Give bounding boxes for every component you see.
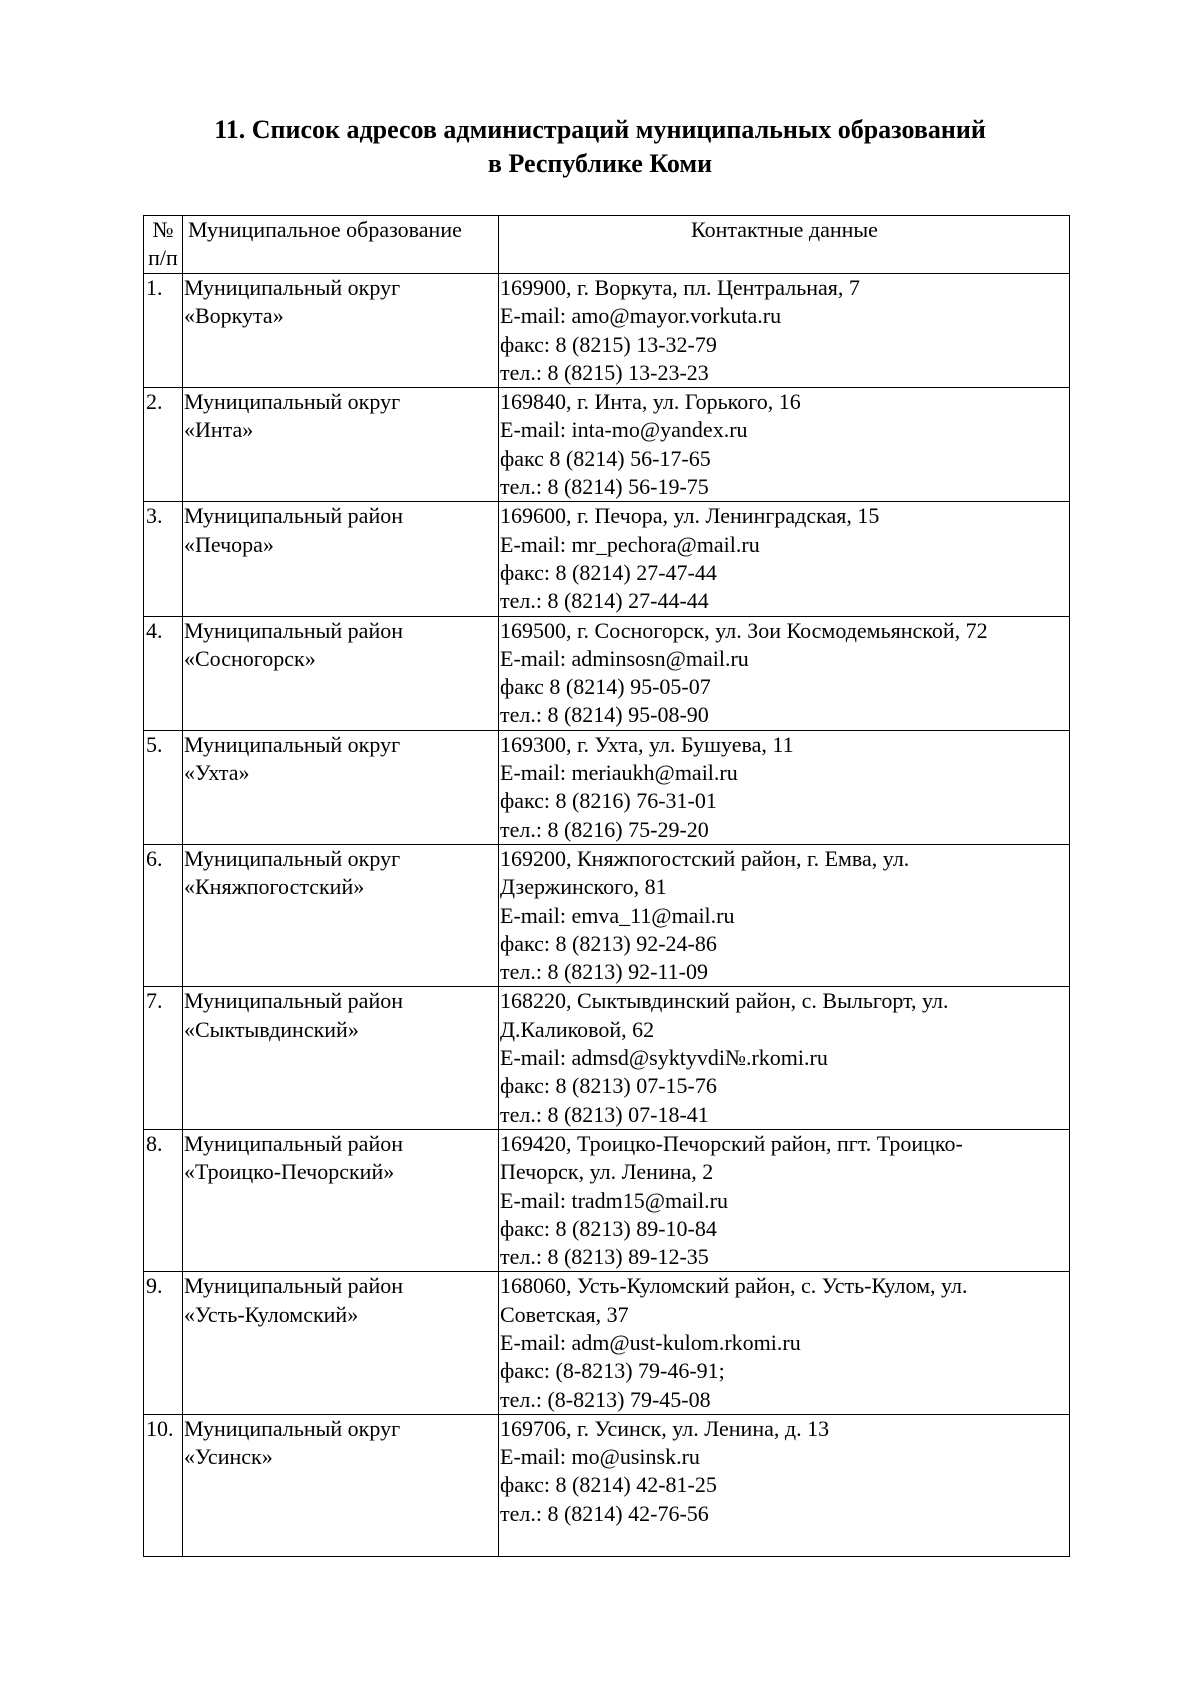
table-body [144, 274, 1070, 1557]
title-line-2: в Республике Коми [487, 149, 713, 178]
phone-text: тел.: 8 (8214) 56-19-75 [500, 474, 709, 500]
fax-text: факс: 8 (8213) 92-24-86 [500, 930, 717, 956]
row-number: 9. [144, 1272, 183, 1414]
phone-text: тел.: 8 (8214) 95-08-90 [500, 702, 709, 728]
municipality-cell [183, 502, 499, 616]
email-text: E-mail: adminsosn@mail.ru [500, 645, 749, 671]
fax-text: факс: 8 (8214) 42-81-25 [500, 1472, 717, 1498]
municipality-cell [183, 274, 499, 388]
table-row [144, 1414, 1070, 1556]
column-header-number: № п/п [144, 216, 183, 274]
address-text: 169600, г. Печора, ул. Ленинградская, 15 [500, 503, 880, 529]
municipality-cell [183, 1272, 499, 1414]
municipality-type: Муниципальный округ [184, 845, 401, 871]
municipality-type: Муниципальный округ [184, 389, 401, 415]
phone-text: тел.: 8 (8216) 75-29-20 [500, 816, 709, 842]
email-text: E-mail: amo@mayor.vorkuta.ru [500, 303, 782, 329]
table-row [144, 1129, 1070, 1271]
municipality-name: «Сосногорск» [184, 645, 316, 671]
contacts-cell [499, 987, 1070, 1129]
municipality-name: «Ухта» [184, 760, 250, 786]
municipality-cell [183, 1414, 499, 1556]
phone-text: тел.: 8 (8213) 92-11-09 [500, 959, 708, 985]
address-text: 169706, г. Усинск, ул. Ленина, д. 13 [500, 1415, 830, 1441]
phone-text: тел.: 8 (8213) 89-12-35 [500, 1244, 709, 1270]
phone-text: тел.: 8 (8214) 27-44-44 [500, 588, 709, 614]
table-row [144, 730, 1070, 844]
email-text: E-mail: mo@usinsk.ru [500, 1444, 700, 1470]
municipality-name: «Троицко-Печорский» [184, 1159, 395, 1185]
row-number: 7. [144, 987, 183, 1129]
municipality-type: Муниципальный район [184, 1130, 403, 1156]
email-text: E-mail: inta-mo@yandex.ru [500, 417, 748, 443]
email-text: E-mail: mr_pechora@mail.ru [500, 531, 760, 557]
municipality-cell [183, 388, 499, 502]
address-text: 168220, Сыктывдинский район, с. Выльгорт, ул. [500, 988, 949, 1014]
contacts-cell [499, 616, 1070, 730]
municipality-name: «Сыктывдинский» [184, 1016, 359, 1042]
table-row [144, 616, 1070, 730]
row-number: 3. [144, 502, 183, 616]
phone-text: тел.: (8-8213) 79-45-08 [500, 1386, 711, 1412]
email-text: E-mail: tradm15@mail.ru [500, 1187, 728, 1213]
phone-text: тел.: 8 (8214) 42-76-56 [500, 1500, 709, 1526]
municipality-name: «Печора» [184, 531, 274, 557]
contacts-cell [499, 1129, 1070, 1271]
contacts-cell [499, 388, 1070, 502]
row-number: 5. [144, 730, 183, 844]
address-text: 169900, г. Воркута, пл. Центральная, 7 [500, 275, 860, 300]
email-text: E-mail: meriaukh@mail.ru [500, 760, 738, 786]
phone-text: тел.: 8 (8213) 07-18-41 [500, 1101, 709, 1127]
fax-text: факс 8 (8214) 56-17-65 [500, 445, 711, 471]
row-number: 8. [144, 1129, 183, 1271]
title-line-1: 11. Список адресов администраций муниципальных образований [214, 115, 986, 144]
address-text: Советская, 37 [500, 1301, 629, 1327]
fax-text: факс: 8 (8213) 89-10-84 [500, 1215, 717, 1241]
address-text: 169200, Княжпогостский район, г. Емва, ул. [500, 845, 910, 871]
row-number: 2. [144, 388, 183, 502]
address-text: 168060, Усть-Куломский район, с. Усть-Кулом, ул. [500, 1273, 968, 1299]
contacts-cell [499, 844, 1070, 986]
fax-text: факс: 8 (8216) 76-31-01 [500, 788, 717, 814]
address-text: 169300, г. Ухта, ул. Бушуева, 11 [500, 731, 794, 757]
contacts-cell [499, 502, 1070, 616]
contacts-cell [499, 1414, 1070, 1556]
municipality-cell [183, 987, 499, 1129]
fax-text: факс 8 (8214) 95-05-07 [500, 674, 711, 700]
column-header-municipality: Муниципальное образование [183, 216, 499, 274]
municipality-type: Муниципальный район [184, 617, 403, 643]
row-number: 1. [144, 274, 183, 388]
email-text: E-mail: admsd@syktyvdi№.rkomi.ru [500, 1045, 828, 1071]
row-number: 4. [144, 616, 183, 730]
address-text: 169420, Троицко-Печорский район, пгт. Троицко- [500, 1130, 963, 1156]
municipality-name: «Инта» [184, 417, 254, 443]
row-number: 6. [144, 844, 183, 986]
fax-text: факс: 8 (8214) 27-47-44 [500, 559, 717, 585]
address-text: 169500, г. Сосногорск, ул. Зои Космодемьянской, 72 [500, 617, 988, 643]
address-text: Дзержинского, 81 [500, 874, 667, 900]
phone-text: тел.: 8 (8215) 13-23-23 [500, 359, 709, 385]
table-row [144, 987, 1070, 1129]
email-text: E-mail: emva_11@mail.ru [500, 902, 735, 928]
fax-text: факс: (8-8213) 79-46-91; [500, 1358, 725, 1384]
email-text: E-mail: adm@ust-kulom.rkomi.ru [500, 1329, 801, 1355]
municipality-type: Муниципальный округ [184, 731, 401, 757]
municipality-type: Муниципальный район [184, 988, 403, 1014]
municipality-type: Муниципальный район [184, 1273, 403, 1299]
table-row [144, 274, 1070, 388]
table-header-row [144, 216, 1070, 274]
fax-text: факс: 8 (8215) 13-32-79 [500, 331, 717, 357]
table-row [144, 844, 1070, 986]
address-text: Печорск, ул. Ленина, 2 [500, 1159, 714, 1185]
contacts-cell [499, 1272, 1070, 1414]
page-title [0, 113, 1200, 181]
row-number: 10. [144, 1414, 183, 1556]
contacts-cell [499, 274, 1070, 388]
municipality-name: «Княжпогостский» [184, 874, 365, 900]
table-row [144, 388, 1070, 502]
contacts-cell [499, 730, 1070, 844]
municipality-cell [183, 730, 499, 844]
contacts-table [143, 215, 1070, 1557]
municipality-cell [183, 844, 499, 986]
municipality-name: «Усинск» [184, 1444, 273, 1470]
municipality-type: Муниципальный район [184, 503, 403, 529]
municipality-cell [183, 1129, 499, 1271]
municipality-cell [183, 616, 499, 730]
table-row [144, 1272, 1070, 1414]
municipality-type: Муниципальный округ [184, 1415, 401, 1441]
address-text: 169840, г. Инта, ул. Горького, 16 [500, 389, 801, 415]
fax-text: факс: 8 (8213) 07-15-76 [500, 1073, 717, 1099]
column-header-contacts: Контактные данные [499, 216, 1070, 274]
municipality-name: «Воркута» [184, 303, 284, 329]
municipality-name: «Усть-Куломский» [184, 1301, 359, 1327]
table-row [144, 502, 1070, 616]
address-text: Д.Каликовой, 62 [500, 1016, 655, 1042]
municipality-type: Муниципальный округ [184, 275, 401, 300]
